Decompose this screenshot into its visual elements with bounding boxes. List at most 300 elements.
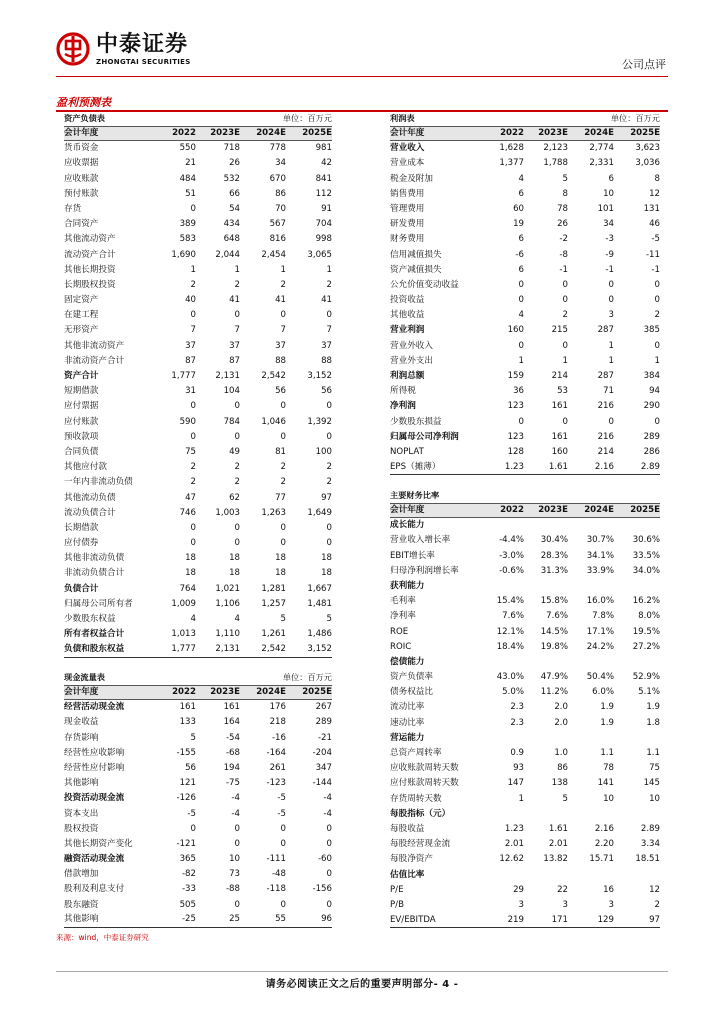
table-row: [390, 716, 660, 731]
table-cell: 41: [229, 295, 240, 306]
column-header: 2024E: [584, 128, 614, 138]
table-cell: 1.8: [646, 717, 660, 728]
row-label: 其他长期投资: [64, 264, 116, 275]
table-cell: 10: [649, 793, 660, 804]
table-cell: 287: [597, 371, 614, 381]
table-cell: -16: [271, 732, 286, 743]
column-header: 2024E: [256, 128, 286, 138]
row-label: 在建工程: [64, 310, 99, 321]
row-label: 每股收益: [390, 823, 425, 834]
table-cell: 161: [551, 431, 568, 442]
row-label: 资产减值损失: [390, 264, 442, 275]
table-row: [390, 700, 660, 715]
table-cell: 62: [229, 492, 240, 503]
row-label: 归母净利润增长率: [390, 565, 459, 576]
table-cell: 18: [185, 568, 196, 579]
table-cell: 138: [551, 778, 568, 789]
table-cell: 19.5%: [632, 626, 660, 637]
table-cell: 0: [280, 538, 286, 549]
table-cell: 0: [562, 279, 568, 290]
table-cell: 34.0%: [632, 565, 660, 576]
table-row: [64, 248, 332, 263]
table-cell: 112: [315, 188, 332, 199]
table-cell: 5: [190, 732, 196, 743]
table-cell: 3,623: [635, 143, 660, 154]
table-unit: 单位：百万元: [610, 113, 660, 124]
table-cell: 1,628: [499, 143, 524, 154]
table-cell: 18: [321, 553, 332, 564]
table-cell: 287: [597, 325, 614, 336]
table-row: [390, 868, 660, 883]
table-row: [64, 323, 332, 338]
table-row: [64, 172, 332, 187]
table-cell: 33.5%: [632, 550, 660, 561]
table-cell: 7: [190, 325, 196, 336]
table-cell: -2: [559, 234, 568, 245]
table-cell: 1,392: [307, 416, 332, 427]
table-header: [64, 671, 332, 685]
row-label: 应付债券: [64, 538, 99, 549]
row-label: 每股指标（元）: [390, 808, 451, 819]
table-cell: 1,261: [261, 629, 286, 640]
table-cell: 12.62: [499, 854, 524, 865]
row-label: 应付账款: [64, 416, 99, 427]
table-cell: 0: [518, 279, 524, 290]
row-label: 资产合计: [64, 371, 99, 381]
table-row: [390, 156, 660, 171]
row-label: 经营性应付影响: [64, 762, 125, 773]
table-row: [64, 642, 332, 657]
table-cell: 46: [649, 219, 660, 230]
table-cell: 128: [507, 446, 524, 457]
table-cell: 3,152: [307, 643, 332, 654]
table-cell: 0: [234, 401, 240, 412]
table-row: [64, 882, 332, 897]
table-cell: 100: [315, 446, 332, 457]
table-unit: 单位：百万元: [282, 672, 332, 683]
table-cell: 41: [321, 295, 332, 306]
row-label: 预收款项: [64, 431, 99, 442]
row-label: 信用减值损失: [390, 249, 442, 260]
table-cell: 365: [179, 854, 196, 865]
column-header: 2022: [500, 505, 524, 515]
table-cell: -204: [312, 747, 332, 758]
table-cell: 56: [275, 386, 286, 397]
table-cell: 1: [190, 264, 196, 275]
table-cell: 31: [185, 386, 196, 397]
table-cell: 0: [234, 522, 240, 533]
table-cell: 2,454: [261, 249, 286, 260]
table-cell: -3: [605, 234, 614, 245]
table-cell: 49: [229, 446, 240, 457]
table-row: [390, 655, 660, 670]
table-cell: -155: [176, 747, 196, 758]
column-header: 2025E: [302, 687, 332, 697]
table-cell: 29: [513, 884, 524, 895]
table-cell: -75: [225, 778, 240, 789]
table-cell: 4: [518, 173, 524, 184]
table-row: [390, 533, 660, 548]
table-cell: 161: [551, 401, 568, 412]
table-cell: 14.5%: [540, 626, 568, 637]
table-row: [390, 807, 660, 822]
row-label: 净利率: [390, 611, 416, 622]
table-cell: 6: [518, 234, 524, 245]
table-cell: 2: [234, 477, 240, 488]
table-row: [390, 369, 660, 384]
table-cell: 1: [518, 793, 524, 804]
table-row: [390, 852, 660, 867]
table-cell: 267: [315, 702, 332, 713]
table-cell: 1,377: [499, 158, 524, 169]
table-cell: 164: [223, 717, 240, 728]
table-cell: 0: [326, 538, 332, 549]
table-cell: 71: [603, 386, 614, 397]
table-cell: 40: [185, 295, 196, 306]
table-cell: 19.8%: [540, 641, 568, 652]
table-cell: 141: [597, 778, 614, 789]
table-row: [390, 685, 660, 700]
table-row: [390, 792, 660, 807]
row-label: 非流动资产合计: [64, 355, 125, 366]
table-cell: 66: [229, 188, 240, 199]
table-cell: 12: [649, 884, 660, 895]
table-cell: 1,110: [215, 629, 240, 640]
row-label: 一年内非流动负债: [64, 477, 133, 488]
table-cell: 176: [269, 702, 286, 713]
table-cell: 7: [326, 325, 332, 336]
table-cell: 8: [562, 188, 568, 199]
table-cell: -4.4%: [499, 535, 524, 546]
table-row: [64, 293, 332, 308]
table-cell: 1,106: [215, 598, 240, 609]
row-label: 利润总额: [390, 371, 425, 381]
table-row: [64, 369, 332, 384]
table-cell: 13.82: [543, 854, 568, 865]
table-cell: 2.16: [594, 823, 614, 834]
table-cell: -8: [559, 249, 568, 260]
row-label: 其他应付款: [64, 462, 107, 473]
table-cell: 1,486: [307, 629, 332, 640]
income-statement-table: [390, 112, 660, 475]
table-cell: 3: [562, 899, 568, 910]
table-row: [390, 549, 660, 564]
table-cell: 47.9%: [540, 672, 568, 683]
table-cell: 31.3%: [540, 565, 568, 576]
table-row: [390, 187, 660, 202]
logo: [56, 32, 191, 66]
table-cell: 0: [234, 538, 240, 549]
row-label: EBIT增长率: [390, 550, 435, 561]
table-cell: 704: [315, 219, 332, 230]
column-header: 2023E: [210, 128, 240, 138]
row-label: 长期股权投资: [64, 279, 116, 290]
table-cell: 1,777: [171, 643, 196, 654]
row-label: 营业收入增长率: [390, 535, 451, 546]
logo-mark-icon: [56, 32, 90, 66]
table-cell: 2: [326, 477, 332, 488]
row-label: 财务费用: [390, 234, 425, 245]
table-cell: 88: [321, 355, 332, 366]
column-header: 2025E: [630, 505, 660, 515]
table-row: [64, 551, 332, 566]
row-label: 营业收入: [390, 143, 425, 154]
column-header: 2022: [172, 687, 196, 697]
row-label: P/B: [390, 899, 404, 910]
table-cell: 389: [179, 219, 196, 230]
balance-sheet-table: [64, 112, 332, 658]
table-row: [390, 323, 660, 338]
logo-cn-text: 中泰证券: [96, 31, 189, 57]
table-cell: 1.9: [646, 702, 660, 713]
table-cell: 0: [280, 838, 286, 849]
table-cell: 37: [275, 340, 286, 351]
row-label: 速动比率: [390, 717, 425, 728]
table-row: [390, 217, 660, 232]
table-cell: 18: [275, 553, 286, 564]
table-row: [64, 521, 332, 536]
table-cell: -3.0%: [499, 550, 524, 561]
table-cell: 7.8%: [592, 611, 614, 622]
table-cell: 6: [518, 188, 524, 199]
table-cell: 43.0%: [496, 672, 524, 683]
row-label: 应收账款: [64, 173, 99, 184]
table-cell: 16.2%: [632, 596, 660, 607]
table-cell: -123: [266, 778, 286, 789]
table-cell: 34: [275, 158, 286, 169]
column-header: 2023E: [210, 687, 240, 697]
table-cell: 3: [608, 310, 614, 321]
row-label: 营业利润: [390, 325, 425, 336]
row-label: 资产负债率: [390, 672, 433, 683]
table-row: [64, 731, 332, 746]
table-cell: 2.89: [640, 461, 660, 472]
table-row: [64, 913, 332, 928]
table-cell: 94: [649, 386, 660, 397]
row-label: ROE: [390, 626, 409, 637]
table-cell: 194: [223, 762, 240, 773]
table-cell: 171: [551, 914, 568, 925]
table-cell: 2: [280, 477, 286, 488]
column-header-row: [390, 126, 660, 141]
row-label: 固定资产: [64, 295, 99, 306]
table-cell: -6: [515, 249, 524, 260]
table-cell: 0: [280, 899, 286, 910]
table-cell: 18.4%: [496, 641, 524, 652]
table-cell: 1.23: [504, 461, 524, 472]
table-cell: 0: [326, 401, 332, 412]
table-cell: 2: [326, 462, 332, 473]
table-row: [64, 582, 332, 597]
table-cell: 15.71: [589, 854, 614, 865]
table-cell: 2: [654, 310, 660, 321]
table-row: [64, 460, 332, 475]
table-cell: 0: [326, 823, 332, 834]
table-cell: -4: [323, 808, 332, 819]
table-cell: -156: [312, 884, 332, 895]
table-cell: 55: [275, 914, 286, 925]
table-cell: 385: [643, 325, 660, 336]
table-row: [390, 883, 660, 898]
table-cell: 5.1%: [638, 687, 660, 698]
table-row: [64, 761, 332, 776]
table-cell: 0: [190, 538, 196, 549]
table-cell: 159: [507, 371, 524, 381]
table-cell: 0.9: [510, 748, 524, 758]
table-cell: 2,331: [589, 158, 614, 169]
table-cell: 19: [513, 219, 524, 230]
row-label: 债务权益比: [390, 687, 433, 698]
row-label: 投资活动现金流: [64, 793, 125, 804]
table-cell: 3,152: [307, 371, 332, 381]
table-cell: -118: [266, 884, 286, 895]
table-cell: -25: [181, 914, 196, 925]
table-cell: -21: [317, 732, 332, 743]
table-cell: 1.1: [600, 748, 614, 758]
table-cell: 12.1%: [496, 626, 524, 637]
table-cell: 0: [654, 279, 660, 290]
table-row: [390, 384, 660, 399]
table-cell: 0: [562, 340, 568, 351]
table-cell: 0: [654, 416, 660, 427]
table-cell: -164: [266, 747, 286, 758]
table-cell: 2: [326, 279, 332, 290]
table-cell: 97: [649, 914, 660, 925]
row-label: ROIC: [390, 641, 412, 652]
column-header: 会计年度: [390, 128, 425, 138]
row-label: 预付账款: [64, 188, 99, 199]
table-cell: 2.01: [548, 839, 568, 850]
table-cell: 1,021: [215, 583, 240, 594]
row-label: 流动资产合计: [64, 249, 116, 260]
table-row: [64, 715, 332, 730]
table-cell: 123: [507, 401, 524, 412]
table-cell: 1,690: [171, 249, 196, 260]
row-label: 流动负债合计: [64, 507, 116, 518]
table-cell: 0: [654, 340, 660, 351]
table-row: [64, 232, 332, 247]
table-cell: 54: [229, 203, 240, 214]
table-cell: 590: [179, 416, 196, 427]
table-cell: 1,281: [261, 583, 286, 594]
table-row: [390, 308, 660, 323]
table-cell: 131: [643, 203, 660, 214]
table-cell: 28.3%: [540, 550, 568, 561]
table-cell: 981: [315, 143, 332, 154]
column-header: 2022: [172, 128, 196, 138]
table-cell: 0: [280, 310, 286, 321]
header-divider: [56, 76, 668, 77]
column-header: 会计年度: [390, 505, 425, 515]
row-label: 长期借款: [64, 522, 99, 533]
table-cell: 87: [185, 355, 196, 366]
row-label: 股东融资: [64, 899, 99, 910]
table-cell: 0: [190, 522, 196, 533]
table-cell: 1,777: [171, 371, 196, 381]
table-cell: 567: [269, 219, 286, 230]
column-header: 2022: [500, 128, 524, 138]
table-cell: 2: [234, 279, 240, 290]
row-label: 合同负债: [64, 446, 99, 457]
table-cell: 1,257: [261, 598, 286, 609]
row-label: 管理费用: [390, 203, 425, 214]
table-cell: 47: [185, 492, 196, 503]
table-cell: 0: [190, 203, 196, 214]
table-header: [390, 112, 660, 126]
row-label: 净利润: [390, 401, 416, 412]
table-cell: 30.6%: [632, 535, 660, 546]
row-label: 营运能力: [390, 732, 425, 743]
table-cell: 2.16: [594, 461, 614, 472]
table-cell: 2: [654, 899, 660, 910]
table-cell: 4: [234, 614, 240, 624]
row-label: 非流动负债合计: [64, 568, 125, 579]
table-cell: 3: [608, 899, 614, 910]
table-cell: 15.4%: [496, 596, 524, 607]
table-cell: 75: [185, 446, 196, 457]
table-cell: 1,481: [307, 598, 332, 609]
table-row: [390, 579, 660, 594]
table-row: [390, 232, 660, 247]
row-label: NOPLAT: [390, 446, 424, 457]
table-cell: 0: [190, 431, 196, 442]
row-label: 应付票据: [64, 401, 99, 412]
table-cell: 18: [275, 568, 286, 579]
table-cell: 0: [190, 401, 196, 412]
table-cell: 583: [179, 234, 196, 245]
table-row: [64, 399, 332, 414]
table-cell: 1.9: [600, 717, 614, 728]
table-cell: 0: [518, 295, 524, 306]
row-label: 成长能力: [390, 520, 425, 531]
table-cell: 50.4%: [586, 672, 614, 683]
table-cell: 0: [280, 431, 286, 442]
table-row: [64, 354, 332, 369]
table-cell: 17.1%: [586, 626, 614, 637]
column-header-row: [64, 685, 332, 700]
table-row: [64, 822, 332, 837]
table-cell: 347: [315, 762, 332, 773]
table-cell: 532: [223, 173, 240, 184]
table-cell: 52.9%: [632, 672, 660, 683]
table-cell: 1: [608, 340, 614, 351]
cashflow-table: [64, 671, 332, 928]
table-cell: 56: [185, 762, 196, 773]
table-cell: 2,131: [215, 643, 240, 654]
table-cell: 81: [275, 446, 286, 457]
table-cell: 7.6%: [502, 611, 524, 622]
table-cell: 998: [315, 234, 332, 245]
row-label: 其他非流动负债: [64, 553, 125, 564]
table-cell: -54: [225, 732, 240, 743]
table-cell: 0: [326, 838, 332, 849]
table-cell: 26: [229, 158, 240, 169]
table-cell: 73: [229, 869, 240, 880]
table-cell: 2: [190, 477, 196, 488]
table-cell: -5: [187, 808, 196, 819]
row-label: 毛利率: [390, 596, 416, 607]
table-cell: 6.0%: [592, 687, 614, 698]
table-row: [64, 776, 332, 791]
row-label: 研发费用: [390, 219, 425, 230]
table-row: [64, 867, 332, 882]
table-row: [64, 384, 332, 399]
table-cell: 1.23: [504, 823, 524, 834]
table-cell: 1.61: [548, 461, 568, 472]
table-cell: 2.0: [554, 702, 568, 713]
table-cell: 0: [326, 431, 332, 442]
table-row: [390, 445, 660, 460]
